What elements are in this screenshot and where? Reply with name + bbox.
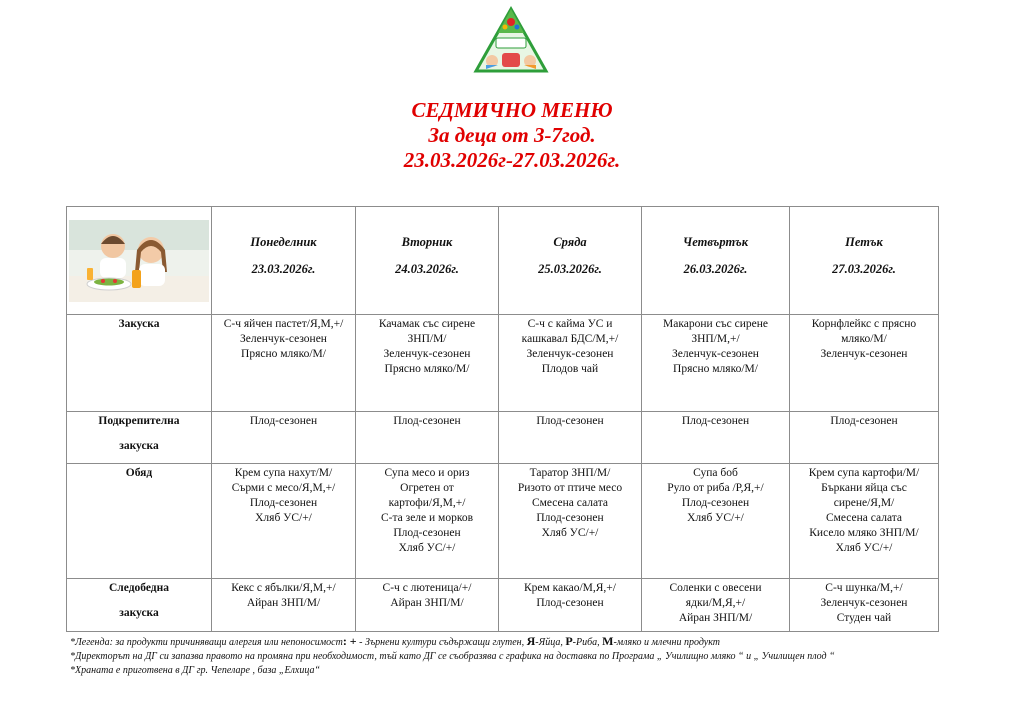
meal-label-text: Следобедна bbox=[108, 582, 170, 594]
meal-cell bbox=[790, 579, 939, 632]
meal-cell bbox=[642, 579, 790, 632]
meal-label-text: Закуска bbox=[118, 318, 160, 330]
meal-cell bbox=[212, 579, 356, 632]
legend-egg-symbol: Я bbox=[526, 634, 536, 648]
meal-item: Плод-сезонен bbox=[536, 597, 604, 609]
meal-item: Плод-сезонен bbox=[536, 512, 604, 524]
legend-egg-text: -Яйца, bbox=[535, 637, 566, 648]
meal-item: Крем супа нахут/М/ bbox=[234, 467, 333, 479]
day-header-friday bbox=[790, 207, 939, 315]
meal-item: Айран ЗНП/М/ bbox=[390, 597, 464, 609]
menu-date-range: 23.03.2026г-27.03.2026г. bbox=[403, 148, 621, 172]
meal-cell bbox=[790, 412, 939, 464]
meal-item: Прясно мляко/М/ bbox=[384, 363, 470, 375]
day-name: Вторник bbox=[401, 235, 453, 249]
meal-item: С-ч шунка/М,+/ bbox=[825, 582, 903, 594]
day-name: Четвъртък bbox=[682, 235, 749, 249]
meal-item: Супа месо и ориз bbox=[384, 467, 470, 479]
meal-row-snack bbox=[67, 412, 939, 464]
meal-cell bbox=[356, 464, 499, 579]
footer-notes bbox=[70, 634, 835, 678]
meal-item: ЗНП/М/ bbox=[407, 333, 447, 345]
kitchen-note: *Храната е приготвена в ДГ гр. Чепеларе , база „Елхица“ bbox=[70, 665, 321, 676]
meal-item: Зеленчук-сезонен bbox=[240, 333, 327, 345]
meal-item: Зеленчук-сезонен bbox=[672, 348, 759, 360]
meal-item: Зеленчук-сезонен bbox=[820, 597, 908, 609]
meal-label bbox=[67, 412, 212, 464]
meal-item: ЗНП/М,+/ bbox=[691, 333, 740, 345]
menu-title: СЕДМИЧНО МЕНЮ bbox=[411, 98, 613, 122]
kindergarten-logo bbox=[472, 5, 550, 77]
meal-cell bbox=[642, 315, 790, 412]
meal-item: Плод-сезонен bbox=[249, 497, 318, 509]
meal-item: Ризото от птиче месо bbox=[517, 482, 623, 494]
meal-label bbox=[67, 464, 212, 579]
meal-cell bbox=[499, 412, 642, 464]
meal-cell bbox=[499, 315, 642, 412]
meal-item: Плодов чай bbox=[541, 363, 599, 375]
meal-item: Прясно мляко/М/ bbox=[673, 363, 758, 375]
meal-item: Плод-сезонен bbox=[249, 415, 318, 427]
legend-plus-text: - Зърнени култури съдържащи глутен, bbox=[356, 637, 527, 648]
meal-item: Хляб УС/+/ bbox=[687, 512, 744, 524]
day-header-monday bbox=[212, 207, 356, 315]
day-date: 25.03.2026г. bbox=[538, 262, 602, 276]
meal-item: Качамак със сирене bbox=[378, 318, 476, 330]
meal-label bbox=[67, 579, 212, 632]
meal-item: Айран ЗНП/М/ bbox=[246, 597, 321, 609]
meal-item: Соленки с овесени bbox=[669, 582, 762, 594]
weekly-menu-table bbox=[66, 206, 939, 632]
meal-item: Плод-сезонен bbox=[393, 415, 461, 427]
meal-item: Хляб УС/+/ bbox=[541, 527, 599, 539]
meal-item: Смесена салата bbox=[531, 497, 609, 509]
meal-item: Плод-сезонен bbox=[681, 497, 750, 509]
children-photo bbox=[67, 207, 212, 315]
meal-item: Сърми с месо/Я,М,+/ bbox=[231, 482, 336, 494]
meal-label-text-2: закуска bbox=[119, 607, 159, 619]
meal-item: сирене/Я,М/ bbox=[833, 497, 895, 509]
meal-item: Хляб УС/+/ bbox=[255, 512, 312, 524]
meal-item: Айран ЗНП/М/ bbox=[678, 612, 753, 624]
legend-milk-text: -мляко и млечни продукт bbox=[613, 637, 721, 648]
allergen-legend bbox=[70, 634, 835, 650]
meal-item: Хляб УС/+/ bbox=[835, 542, 893, 554]
day-date: 27.03.2026г. bbox=[832, 262, 896, 276]
legend-prefix: *Легенда: за продукти причиняващи алергия или непоносимост bbox=[70, 637, 343, 648]
meal-cell bbox=[642, 464, 790, 579]
meal-cell bbox=[790, 464, 939, 579]
meal-item: С-ч с кайма УС и bbox=[527, 318, 613, 330]
legend-milk-symbol: М bbox=[602, 634, 614, 648]
meal-cell bbox=[642, 412, 790, 464]
meal-item: С-та зеле и морков bbox=[381, 512, 473, 524]
meal-item: Крем супа картофи/М/ bbox=[808, 467, 920, 479]
meal-row-afternoon-snack bbox=[67, 579, 939, 632]
meal-cell bbox=[499, 464, 642, 579]
meal-item: Огретен от bbox=[400, 482, 454, 494]
meal-item: Смесена салата bbox=[825, 512, 903, 524]
meal-item: Кисело мляко ЗНП/М/ bbox=[809, 527, 919, 539]
meal-item: Таратор ЗНП/М/ bbox=[529, 467, 611, 479]
meal-item: мляко/М/ bbox=[841, 333, 887, 345]
meal-item: Зеленчук-сезонен bbox=[820, 348, 908, 360]
meal-cell bbox=[212, 412, 356, 464]
menu-subtitle: За деца от 3-7год. bbox=[428, 123, 596, 147]
meal-cell bbox=[356, 412, 499, 464]
day-date: 26.03.2026г. bbox=[683, 262, 748, 276]
day-name: Сряда bbox=[553, 235, 587, 249]
meal-label-text: Обяд bbox=[125, 467, 153, 479]
meal-item: Зеленчук-сезонен bbox=[526, 348, 614, 360]
meal-label-text: Подкрепителна bbox=[98, 415, 180, 427]
day-header-wednesday bbox=[499, 207, 642, 315]
meal-item: С-ч с лютеница/+/ bbox=[382, 582, 472, 594]
day-name: Понеделник bbox=[250, 235, 317, 249]
meal-item: С-ч яйчен пастет/Я,М,+/ bbox=[223, 318, 344, 330]
day-header-tuesday bbox=[356, 207, 499, 315]
legend-fish-symbol: Р bbox=[565, 634, 573, 648]
meal-row-lunch bbox=[67, 464, 939, 579]
meal-item: Макарони със сирене bbox=[663, 318, 768, 330]
meal-cell bbox=[356, 315, 499, 412]
meal-item: Крем какао/М,Я,+/ bbox=[524, 582, 616, 594]
legend-fish-text: -Риба, bbox=[572, 637, 603, 648]
meal-item: картофи/Я,М,+/ bbox=[388, 497, 466, 509]
meal-item: кашкавал БДС/М,+/ bbox=[521, 333, 619, 345]
day-date: 23.03.2026г. bbox=[251, 262, 316, 276]
meal-item: ядки/М,Я,+/ bbox=[685, 597, 746, 609]
meal-item: Студен чай bbox=[836, 612, 892, 624]
day-header-thursday bbox=[642, 207, 790, 315]
meal-cell bbox=[499, 579, 642, 632]
meal-cell bbox=[790, 315, 939, 412]
days-header-row bbox=[67, 207, 939, 315]
meal-item: Плод-сезонен bbox=[393, 527, 461, 539]
day-name: Петък bbox=[845, 235, 883, 249]
meal-cell bbox=[356, 579, 499, 632]
meal-item: Плод-сезонен bbox=[536, 415, 604, 427]
meal-item: Супа боб bbox=[693, 467, 738, 479]
menu-title-block bbox=[0, 98, 1024, 173]
legend-plus-symbol: : + bbox=[342, 634, 357, 648]
meal-item: Хляб УС/+/ bbox=[398, 542, 456, 554]
meal-row-breakfast bbox=[67, 315, 939, 412]
meal-item: Зеленчук-сезонен bbox=[383, 348, 471, 360]
meal-item: Плод-сезонен bbox=[830, 415, 898, 427]
meal-label bbox=[67, 315, 212, 412]
meal-label-text-2: закуска bbox=[119, 440, 159, 452]
meal-item: Корнфлейкс с прясно bbox=[811, 318, 917, 330]
meal-cell bbox=[212, 315, 356, 412]
director-note: *Директорът на ДГ си запазва правото на промяна при необходимост, тъй като ДГ се съобразява с графика на доставка по Програма „ Училищно мляко “ и „ Училищен плод “ bbox=[70, 651, 835, 662]
day-date: 24.03.2026г. bbox=[395, 262, 459, 276]
meal-item: Плод-сезонен bbox=[681, 415, 750, 427]
meal-item: Прясно мляко/М/ bbox=[241, 348, 326, 360]
meal-item: Руло от риба /Р,Я,+/ bbox=[667, 482, 764, 494]
meal-cell bbox=[212, 464, 356, 579]
meal-item: Бъркани яйца със bbox=[821, 482, 907, 494]
meal-item: Кекс с ябълки/Я,М,+/ bbox=[231, 582, 336, 594]
